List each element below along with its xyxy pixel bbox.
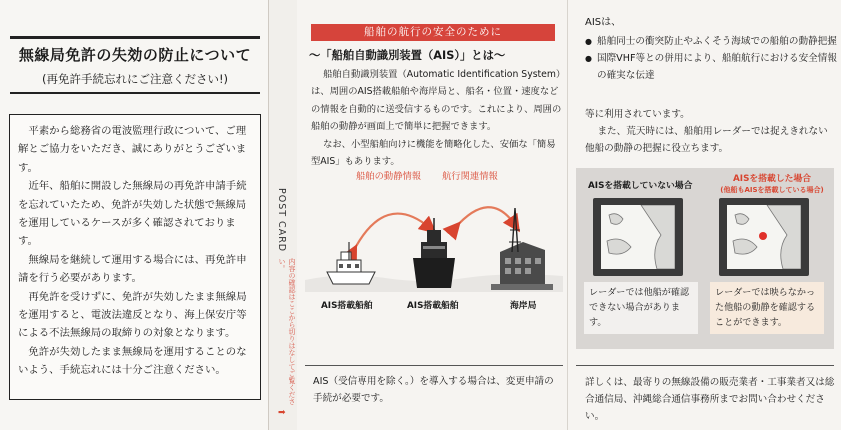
contact-note: 詳しくは、最寄りの無線設備の販売業者・工事業者又は総合通信局、沖縄総合通信事務所までお問い合わせください。	[585, 377, 835, 422]
label-ship-info: 船舶の動静情報	[356, 171, 422, 182]
note-with-ais: レーダーでは映らなかった他船の動静を確認することができます。	[710, 282, 824, 334]
radar-screen-icon	[727, 205, 801, 269]
radar-screen-icon	[601, 205, 675, 269]
signal-arc-left	[353, 214, 430, 252]
note-without-ais: レーダーでは他船が確認できない場合があります。	[584, 282, 698, 334]
radar-display-without	[593, 198, 683, 276]
caption-with-ais-main: AISを搭載した場合	[733, 174, 811, 184]
notice-paragraph: 再免許を受けずに、免許が失効したまま無線局を運用すると、電波法違反となり、海上保安庁等による不法無線局の取締りの対象となります。	[18, 290, 247, 340]
caption-ship-1: AIS搭載船舶	[321, 301, 373, 311]
large-ship-icon	[413, 218, 455, 288]
divider	[305, 365, 563, 366]
notice-box	[9, 114, 261, 400]
caption-ship-2: AIS搭載船舶	[407, 301, 459, 311]
postcard-strip	[269, 0, 297, 430]
panel-ais-intro	[297, 0, 567, 430]
target-ship-dot-icon	[759, 232, 767, 240]
caption-with-ais	[720, 174, 824, 196]
ais-section-title: 〜「船舶自動識別装置（AIS）」とは〜	[309, 49, 506, 62]
page-title: 無線局免許の失効の防止について	[18, 46, 252, 64]
ais-description	[311, 66, 563, 170]
ais-paragraph: 船舶自動識別装置（Automatic Identification System）は、周囲のAIS搭載船舶や海岸局と、船名・位置・速度などの情報を自動的に送受信するものです。これにより、周囲の船舶の動静が画面上で簡単に把握できます。	[311, 69, 562, 133]
ais-illustration	[305, 180, 563, 298]
uses-heading: AISは、	[585, 17, 622, 28]
caption-without-ais: AISを搭載していない場合	[588, 181, 693, 191]
divider	[576, 365, 834, 366]
panel-expiry-notice	[0, 0, 268, 430]
panel-ais-uses	[568, 0, 841, 430]
caption-coast-station: 海岸局	[510, 301, 537, 311]
tear-off-note: 内容の確認はここから切りはなしてご覧ください。	[278, 258, 296, 405]
title-rule-bottom	[10, 92, 260, 94]
section-banner: 船舶の航行の安全のために	[311, 24, 555, 41]
title-rule-top	[10, 36, 260, 39]
uses-list	[585, 33, 837, 84]
notice-paragraph: 免許が失効したまま無線局を運用することのないよう、手続忘れには十分ご注意ください。	[18, 345, 247, 377]
list-item: ● 国際VHF等との併用により、船舶航行における安全情報の確実な伝達	[585, 50, 837, 84]
ais-paragraph: なお、小型船舶向けに機能を簡略化した、安価な「簡易型AIS」もあります。	[311, 138, 556, 168]
radar-display-with	[719, 198, 809, 276]
notice-paragraph: 近年、船舶に開設した無線局の再免許申請手続を忘れていたため、免許が失効した状態で無線局を運用しているケースが多く確認されております。	[18, 180, 247, 248]
coast-station-icon	[491, 208, 553, 290]
notice-paragraph: 無線局を継続して運用する場合には、再免許申請を行う必要があります。	[18, 253, 247, 285]
arrow-down-icon: ➡	[278, 408, 286, 418]
postcard-label: POST CARD	[276, 188, 287, 253]
uses-summary: 等に利用されています。	[585, 109, 690, 120]
page-subtitle: (再免許手続忘れにご注意ください!)	[41, 72, 229, 86]
small-ship-icon	[327, 242, 375, 284]
change-application-note: AIS（受信専用を除く。）を導入する場合は、変更申請の手続が必要です。	[313, 376, 554, 404]
label-nav-info: 航行関連情報	[442, 171, 498, 182]
caption-with-ais-sub: (他船もAISを搭載している場合)	[720, 186, 824, 194]
storm-paragraph: また、荒天時には、船舶用レーダーでは捉えきれない他船の動静の把握に役立ちます。	[585, 126, 828, 154]
signal-arc-right	[455, 207, 515, 228]
list-item: ● 船舶同士の衝突防止やふくそう海域での船舶の動静把握	[585, 33, 837, 50]
notice-paragraph: 平素から総務省の電波監理行政について、ご理解とご協力をいただき、誠にありがとうございます。	[18, 125, 247, 174]
